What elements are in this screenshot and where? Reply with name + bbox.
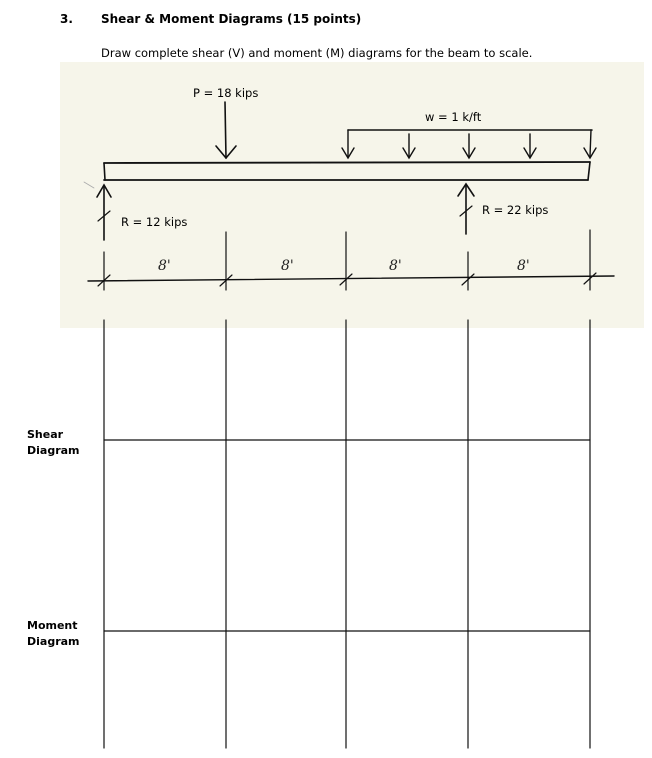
distributed-load-label: w = 1 k/ft (425, 110, 482, 124)
left-reaction-label: R = 12 kips (121, 215, 188, 229)
span-4-length: 8' (517, 258, 530, 274)
shear-diagram-label: Shear Diagram (27, 428, 80, 457)
span-1-length: 8' (158, 258, 171, 274)
span-3-length: 8' (389, 258, 402, 274)
question-number: 3. (60, 12, 73, 26)
point-load-arrow (216, 102, 236, 158)
beam-left-end (104, 163, 105, 180)
question-instruction: Draw complete shear (V) and moment (M) diagrams for the beam to scale. (101, 46, 533, 60)
point-load-label: P = 18 kips (193, 86, 259, 100)
right-reaction-arrow (458, 184, 474, 234)
beam-right-end (588, 162, 590, 180)
right-reaction-label: R = 22 kips (482, 203, 549, 217)
span-2-length: 8' (281, 258, 294, 274)
moment-diagram-label: Moment Diagram (27, 619, 80, 648)
diagram-grid (104, 320, 590, 748)
beam-top-edge (104, 162, 590, 163)
distributed-load-arrows (342, 130, 596, 158)
question-title: Shear & Moment Diagrams (15 points) (101, 12, 362, 26)
left-reaction-arrow (84, 182, 111, 240)
